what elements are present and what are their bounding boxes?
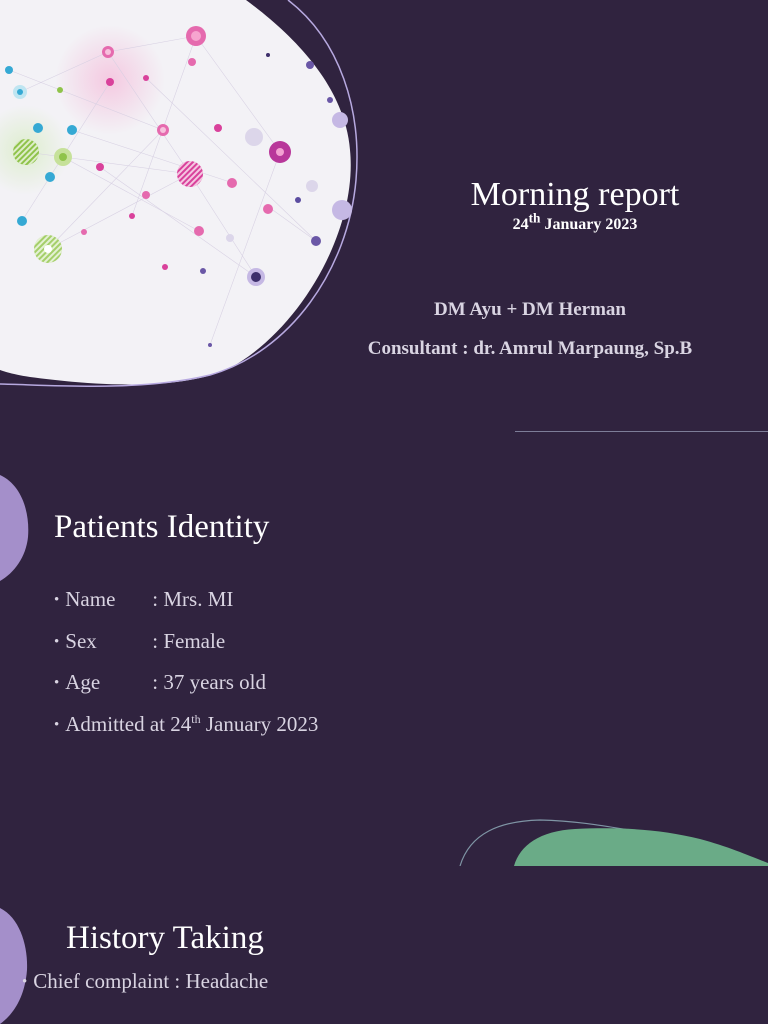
list-item xyxy=(54,670,318,712)
field-value: : Female xyxy=(152,628,226,653)
divider-line xyxy=(515,431,768,432)
list-item xyxy=(54,629,318,671)
date-rest: January 2023 xyxy=(540,216,638,233)
bullet-icon: • xyxy=(54,633,60,650)
section-title-patients-identity: Patients Identity xyxy=(54,509,270,545)
section-title-history-taking: History Taking xyxy=(66,920,264,956)
field-value: : Mrs. MI xyxy=(152,587,234,611)
bullet-icon: • xyxy=(54,716,60,733)
left-lavender-blob xyxy=(0,908,27,1024)
date-suffix: th xyxy=(528,210,541,226)
left-lavender-blob xyxy=(0,475,28,581)
field-label: Age xyxy=(65,670,101,694)
admitted-suffix: th xyxy=(191,711,201,726)
list-item xyxy=(54,587,318,629)
presentation-date xyxy=(420,210,730,234)
date-day: 24 xyxy=(512,216,529,233)
field-label: Sex xyxy=(65,628,97,653)
title-slide xyxy=(0,0,768,433)
patient-identity-slide xyxy=(0,433,768,866)
patient-identity-list xyxy=(54,587,318,753)
presentation-title: Morning report xyxy=(470,176,680,213)
consultant: Consultant : dr. Amrul Marpaung, Sp.B xyxy=(367,338,693,359)
admitted-prefix: Admitted at 24 xyxy=(65,711,192,736)
field-label: Name xyxy=(65,587,116,611)
right-green-wave xyxy=(514,828,768,866)
chief-complaint: Chief complaint : Headache xyxy=(33,969,269,993)
field-value: : 37 years old xyxy=(152,670,266,694)
list-item xyxy=(22,969,268,994)
network-blob xyxy=(0,0,351,385)
presenters: DM Ayu + DM Herman xyxy=(433,299,626,320)
bullet-icon: • xyxy=(54,592,60,608)
bullet-icon: • xyxy=(54,675,60,691)
list-item xyxy=(54,712,318,754)
history-taking-slide xyxy=(0,866,768,1024)
bullet-icon: • xyxy=(22,974,28,990)
admitted-rest: January 2023 xyxy=(200,711,319,736)
